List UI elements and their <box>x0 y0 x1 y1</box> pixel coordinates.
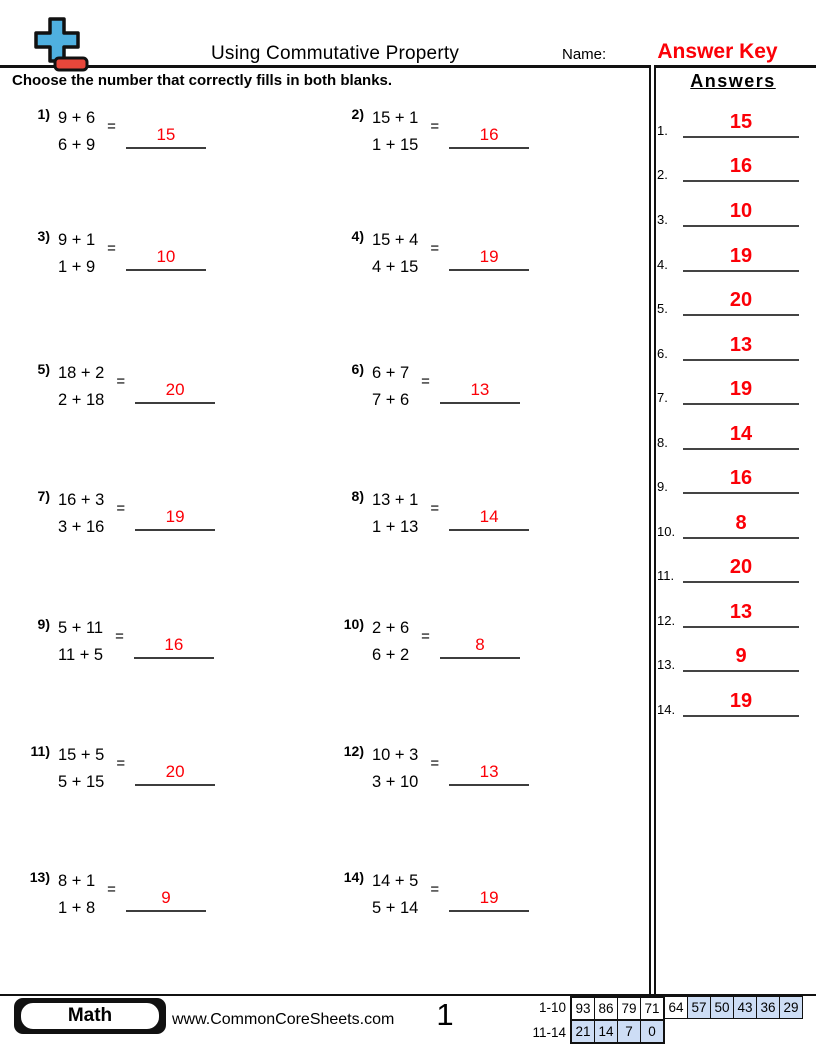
problem-answer: 13 <box>470 380 490 399</box>
problem <box>22 615 214 669</box>
expression-bottom: 3 + 16 <box>58 518 105 536</box>
answer-line <box>683 636 799 672</box>
subject-badge <box>14 998 166 1034</box>
score-cell: 7 <box>617 1021 641 1042</box>
answer-row <box>657 371 807 405</box>
answer-row <box>657 505 807 539</box>
problem <box>22 105 206 159</box>
answer-value: 9 <box>735 645 747 667</box>
answer-blank <box>126 105 206 149</box>
score-cell: 29 <box>779 996 803 1019</box>
answer-row <box>657 282 807 316</box>
score-row-1 <box>524 996 803 1021</box>
equals-sign: = <box>421 628 430 645</box>
problem-number: 5) <box>37 361 50 377</box>
score-row-label: 1-10 <box>538 1000 566 1015</box>
page-number: 1 <box>436 997 454 1032</box>
score-cell-group <box>570 1021 665 1044</box>
problem-number: 6) <box>351 361 364 377</box>
expression-top: 14 + 5 <box>372 872 419 890</box>
expression-top: 6 + 7 <box>372 364 410 382</box>
problem-expression <box>58 615 103 669</box>
score-cell: 71 <box>640 998 663 1019</box>
score-cell: 64 <box>664 996 688 1019</box>
answer-blank <box>449 487 529 531</box>
answer-line <box>683 369 799 405</box>
problem <box>336 360 520 414</box>
answers-heading: Answers <box>690 71 776 91</box>
equals-sign: = <box>430 881 440 898</box>
answer-value: 13 <box>729 601 753 623</box>
problem-number: 11) <box>30 743 50 759</box>
expression-top: 15 + 5 <box>58 746 105 764</box>
answer-number: 13. <box>657 657 676 672</box>
expression-top: 9 + 6 <box>58 109 96 127</box>
problem-number: 10) <box>343 616 364 632</box>
score-cell-group <box>570 996 665 1021</box>
equals-sign: = <box>430 118 440 135</box>
answer-line <box>683 503 799 539</box>
answer-value: 16 <box>729 467 753 489</box>
problem-number: 9) <box>37 616 50 632</box>
expression-top: 10 + 3 <box>372 746 419 764</box>
answer-row <box>657 460 807 494</box>
equals-sign: = <box>116 500 126 517</box>
equals-sign: = <box>430 755 440 772</box>
score-table <box>524 996 803 1044</box>
expression-bottom: 1 + 8 <box>58 899 96 917</box>
answer-value: 13 <box>729 334 753 356</box>
problem-number: 4) <box>351 228 364 244</box>
answer-blank <box>440 360 520 404</box>
answer-key-label: Answer Key <box>657 40 778 63</box>
problem <box>22 227 206 281</box>
answer-row <box>657 104 807 138</box>
answer-value: 19 <box>729 245 753 267</box>
problem-answer: 9 <box>161 888 171 907</box>
problem <box>336 105 529 159</box>
problem-answer: 10 <box>156 247 176 266</box>
problem-answer: 20 <box>165 762 185 781</box>
problem-number: 2) <box>351 106 364 122</box>
answer-line <box>683 102 799 138</box>
problem-answer: 8 <box>475 635 485 654</box>
answer-number: 9. <box>657 479 668 494</box>
score-cell: 21 <box>572 1021 595 1042</box>
answer-blank <box>449 742 529 786</box>
score-cell: 36 <box>756 996 780 1019</box>
answer-value: 20 <box>729 556 753 578</box>
answer-row <box>657 238 807 272</box>
problem-expression <box>58 227 95 281</box>
problem-answer: 16 <box>479 125 499 144</box>
answer-number: 3. <box>657 212 668 227</box>
answer-value: 15 <box>729 111 753 133</box>
answer-value: 19 <box>729 690 753 712</box>
answer-number: 8. <box>657 435 668 450</box>
expression-top: 15 + 1 <box>372 109 419 127</box>
score-cell: 93 <box>572 998 595 1019</box>
equals-sign: = <box>107 118 116 135</box>
problem-expression <box>372 360 409 414</box>
answer-number: 12. <box>657 613 676 628</box>
header-rule <box>0 65 816 68</box>
expression-top: 5 + 11 <box>58 619 104 637</box>
expression-bottom: 3 + 10 <box>372 773 419 791</box>
answer-blank <box>134 615 214 659</box>
answer-row <box>657 638 807 672</box>
expression-bottom: 6 + 9 <box>58 136 96 154</box>
problem-number: 12) <box>343 743 364 759</box>
problem <box>336 868 529 922</box>
answer-line <box>683 458 799 494</box>
subject-badge-label: Math <box>19 1001 161 1031</box>
expression-top: 8 + 1 <box>58 872 96 890</box>
plus-minus-logo-icon <box>25 16 89 72</box>
answer-number: 4. <box>657 257 668 272</box>
problem-answer: 15 <box>156 125 176 144</box>
problem-expression <box>372 868 418 922</box>
problem-expression <box>58 360 104 414</box>
expression-bottom: 5 + 14 <box>372 899 419 917</box>
problem-number: 14) <box>343 869 364 885</box>
equals-sign: = <box>421 373 430 390</box>
problem <box>22 487 215 541</box>
answer-line <box>683 681 799 717</box>
answer-number: 7. <box>657 390 668 405</box>
expression-bottom: 4 + 15 <box>372 258 419 276</box>
problem-expression <box>372 105 418 159</box>
answer-value: 19 <box>729 378 753 400</box>
worksheet-title: Using Commutative Property <box>210 43 460 64</box>
equals-sign: = <box>115 628 124 645</box>
expression-top: 13 + 1 <box>372 491 419 509</box>
answer-value: 8 <box>735 512 747 534</box>
problem-answer: 19 <box>479 888 499 907</box>
problem-expression <box>58 742 104 796</box>
answer-value: 20 <box>729 289 753 311</box>
answer-row <box>657 148 807 182</box>
expression-bottom: 7 + 6 <box>372 391 410 409</box>
equals-sign: = <box>116 373 126 390</box>
equals-sign: = <box>116 755 126 772</box>
problem <box>336 615 520 669</box>
score-row-2 <box>524 1021 803 1044</box>
problem-number: 8) <box>351 488 364 504</box>
problem <box>22 360 215 414</box>
answer-value: 14 <box>729 423 753 445</box>
answer-number: 6. <box>657 346 668 361</box>
problem-expression <box>372 487 418 541</box>
score-cell: 43 <box>733 996 757 1019</box>
expression-bottom: 6 + 2 <box>372 646 410 664</box>
answer-line <box>683 547 799 583</box>
answer-blank <box>449 227 529 271</box>
problem-answer: 19 <box>165 507 185 526</box>
answer-blank <box>135 487 215 531</box>
score-cell: 79 <box>617 998 641 1019</box>
answer-blank <box>135 360 215 404</box>
expression-bottom: 1 + 13 <box>372 518 419 536</box>
website-url: www.CommonCoreSheets.com <box>172 1011 395 1028</box>
answer-line <box>683 236 799 272</box>
answer-line <box>683 592 799 628</box>
problem-number: 1) <box>37 106 50 122</box>
answer-row <box>657 594 807 628</box>
problem-expression <box>372 742 418 796</box>
problem-answer: 13 <box>479 762 499 781</box>
problem-expression <box>372 227 418 281</box>
answer-value: 10 <box>729 200 753 222</box>
problem <box>336 487 529 541</box>
answer-line <box>683 414 799 450</box>
answer-row <box>657 683 807 717</box>
problem <box>336 742 529 796</box>
equals-sign: = <box>107 881 116 898</box>
answer-row <box>657 549 807 583</box>
answers-panel-divider <box>649 65 656 995</box>
problem <box>22 868 206 922</box>
expression-bottom: 11 + 5 <box>58 646 104 664</box>
answer-blank <box>135 742 215 786</box>
answer-number: 11. <box>657 568 675 583</box>
problem-number: 7) <box>37 488 50 504</box>
answer-line <box>683 146 799 182</box>
name-label: Name: <box>562 46 607 63</box>
problem-answer: 19 <box>479 247 499 266</box>
answer-blank <box>126 227 206 271</box>
score-cell: 14 <box>594 1021 618 1042</box>
answer-number: 5. <box>657 301 668 316</box>
score-cell: 57 <box>687 996 711 1019</box>
expression-bottom: 5 + 15 <box>58 773 105 791</box>
answer-line <box>683 191 799 227</box>
answer-row <box>657 193 807 227</box>
problem-number: 13) <box>29 869 50 885</box>
answer-number: 14. <box>657 702 676 717</box>
problem-expression <box>372 615 409 669</box>
problem-answer: 20 <box>165 380 185 399</box>
problem-expression <box>58 105 95 159</box>
problem-number: 3) <box>37 228 50 244</box>
expression-top: 9 + 1 <box>58 231 96 249</box>
answer-blank <box>449 868 529 912</box>
answer-blank <box>440 615 520 659</box>
problem-expression <box>58 487 104 541</box>
problem-answer: 16 <box>164 635 184 654</box>
answer-number: 10. <box>657 524 676 539</box>
equals-sign: = <box>430 240 440 257</box>
equals-sign: = <box>107 240 116 257</box>
answer-row <box>657 327 807 361</box>
answer-blank <box>449 105 529 149</box>
problem <box>22 742 215 796</box>
score-cell: 86 <box>594 998 618 1019</box>
problem-answer: 14 <box>479 507 499 526</box>
expression-top: 18 + 2 <box>58 364 105 382</box>
answer-line <box>683 280 799 316</box>
problem-expression <box>58 868 95 922</box>
expression-bottom: 1 + 15 <box>372 136 419 154</box>
score-row-label: 11-14 <box>532 1025 566 1040</box>
expression-top: 16 + 3 <box>58 491 105 509</box>
answer-number: 2. <box>657 167 668 182</box>
answer-blank <box>126 868 206 912</box>
expression-top: 15 + 4 <box>372 231 419 249</box>
equals-sign: = <box>430 500 440 517</box>
answer-row <box>657 416 807 450</box>
expression-bottom: 1 + 9 <box>58 258 96 276</box>
answer-value: 16 <box>729 155 753 177</box>
expression-bottom: 2 + 18 <box>58 391 105 409</box>
answer-number: 1. <box>657 123 668 138</box>
instructions-text: Choose the number that correctly fills in both blanks. <box>12 72 393 89</box>
score-cell: 0 <box>640 1021 663 1042</box>
answer-line <box>683 325 799 361</box>
expression-top: 2 + 6 <box>372 619 410 637</box>
problem <box>336 227 529 281</box>
score-cell: 50 <box>710 996 734 1019</box>
